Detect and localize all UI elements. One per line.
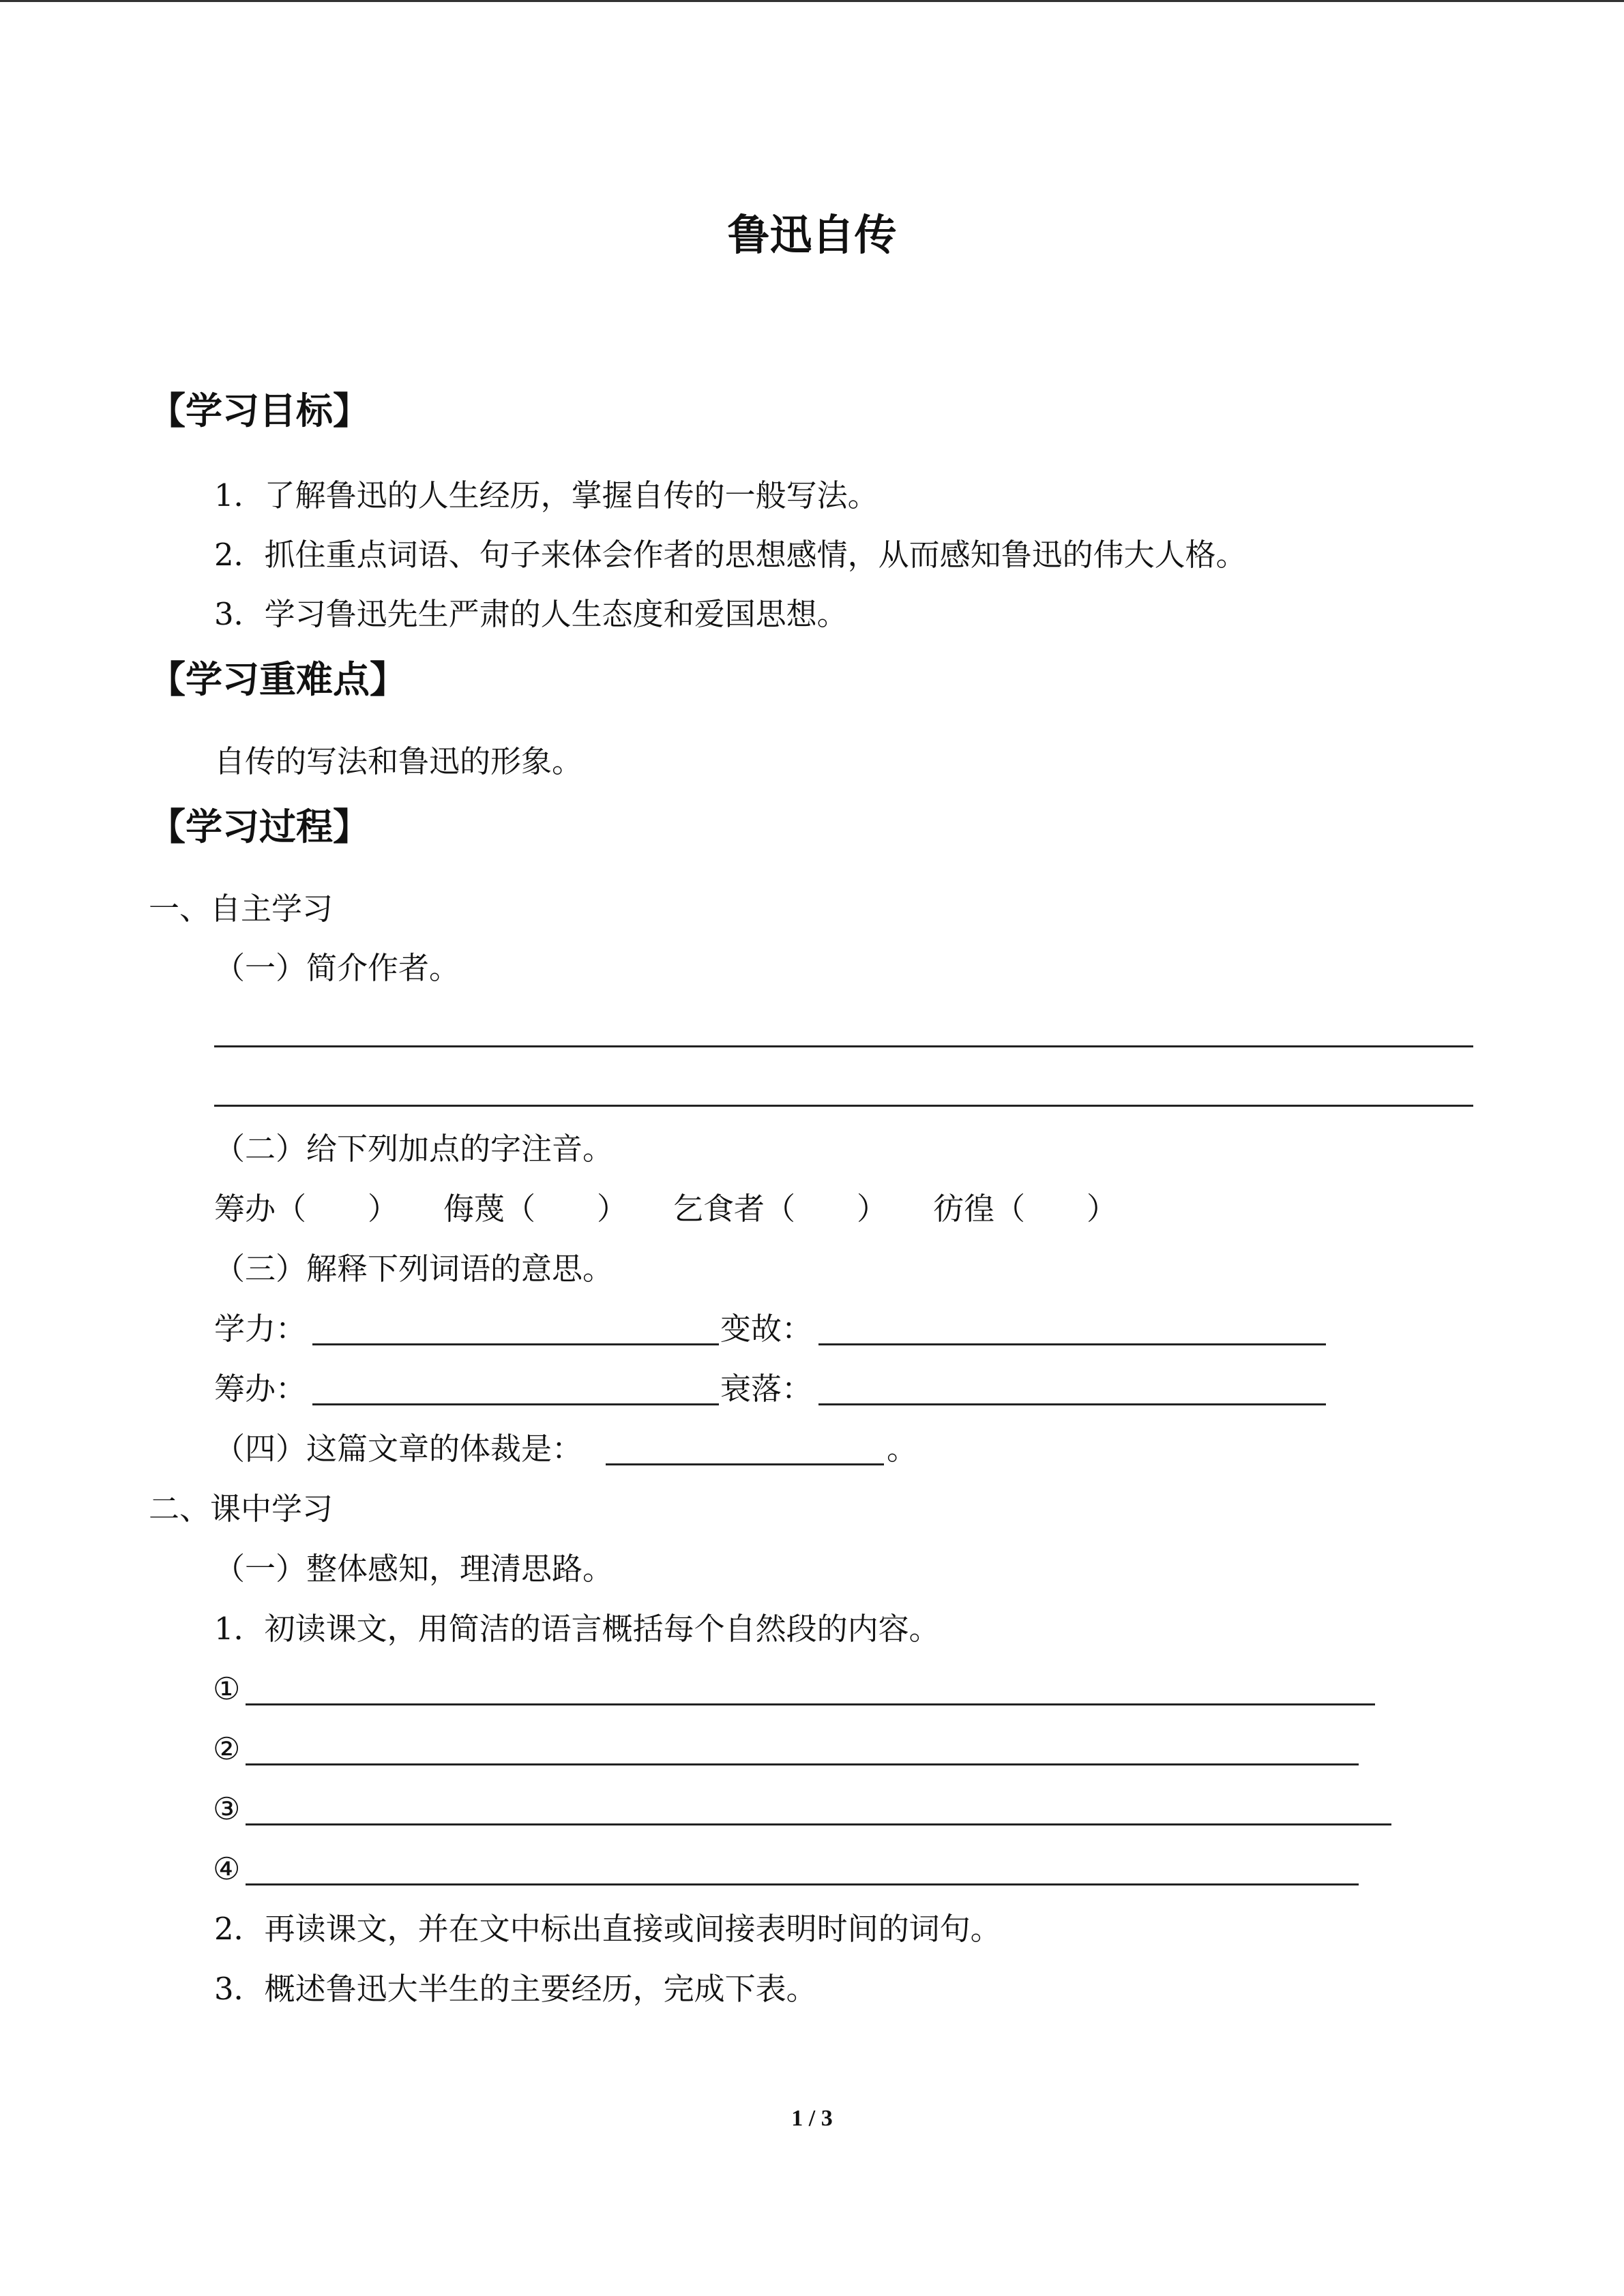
pinyin-word-3: 乞食者（ ） [673,1191,888,1227]
part1-heading: 一、自主学习 [149,891,334,927]
q4-genre: （四）这篇文章的体裁是： [214,1431,583,1467]
paragraph-summary-line-2[interactable] [246,1763,1359,1765]
q4-period: 。 [887,1431,918,1467]
goal-item-1: 1．了解鲁迅的人生经历，掌握自传的一般写法。 [214,477,879,513]
term-4: 衰落： [720,1371,813,1407]
blank-label-3: ③ [213,1791,241,1827]
pinyin-word-1: 筹办（ ） [214,1191,399,1227]
genre-blank[interactable] [606,1463,884,1465]
top-border [0,0,1624,2]
goal-item-3: 3．学习鲁迅先生严肃的人生态度和爱国思想。 [214,596,848,632]
answer-line-2[interactable] [214,1105,1473,1107]
page-number: 1 / 3 [791,2106,833,2131]
paragraph-summary-line-1[interactable] [246,1703,1375,1705]
answer-line-1[interactable] [214,1045,1473,1047]
pinyin-word-2: 侮蔑（ ） [443,1191,628,1227]
term-2: 变故： [720,1311,813,1347]
term-2-blank[interactable] [818,1343,1326,1345]
term-3: 筹办： [214,1371,307,1407]
paragraph-summary-line-4[interactable] [246,1883,1359,1885]
task-3: 3．概述鲁迅大半生的主要经历，完成下表。 [214,1971,817,2007]
term-1-blank[interactable] [312,1343,719,1345]
pinyin-word-4: 彷徨（ ） [933,1191,1118,1227]
goal-item-2: 2．抓住重点词语、句子来体会作者的思想感情，从而感知鲁迅的伟大人格。 [214,537,1247,573]
task-2: 2．再读课文，并在文中标出直接或间接表明时间的词句。 [214,1911,1001,1947]
key-points-heading: 【学习重难点】 [149,658,407,701]
paragraph-summary-line-3[interactable] [246,1823,1391,1825]
part2-heading: 二、课中学习 [149,1491,334,1527]
process-heading: 【学习过程】 [149,805,370,848]
q1-intro-author: （一）简介作者。 [214,950,460,986]
q3-explain: （三）解释下列词语的意思。 [214,1251,614,1287]
goals-heading: 【学习目标】 [149,389,370,432]
key-points-text: 自传的写法和鲁迅的形象。 [214,743,583,779]
term-4-blank[interactable] [818,1403,1326,1405]
q2-pinyin: （二）给下列加点的字注音。 [214,1131,614,1167]
blank-label-2: ② [213,1731,241,1767]
task-1: 1．初读课文，用简洁的语言概括每个自然段的内容。 [214,1611,940,1647]
page-title: 鲁迅自传 [727,210,897,260]
blank-label-1: ① [213,1671,241,1707]
sub1-heading: （一）整体感知，理清思路。 [214,1551,614,1587]
blank-label-4: ④ [213,1851,241,1887]
term-3-blank[interactable] [312,1403,719,1405]
term-1: 学力： [214,1311,307,1347]
